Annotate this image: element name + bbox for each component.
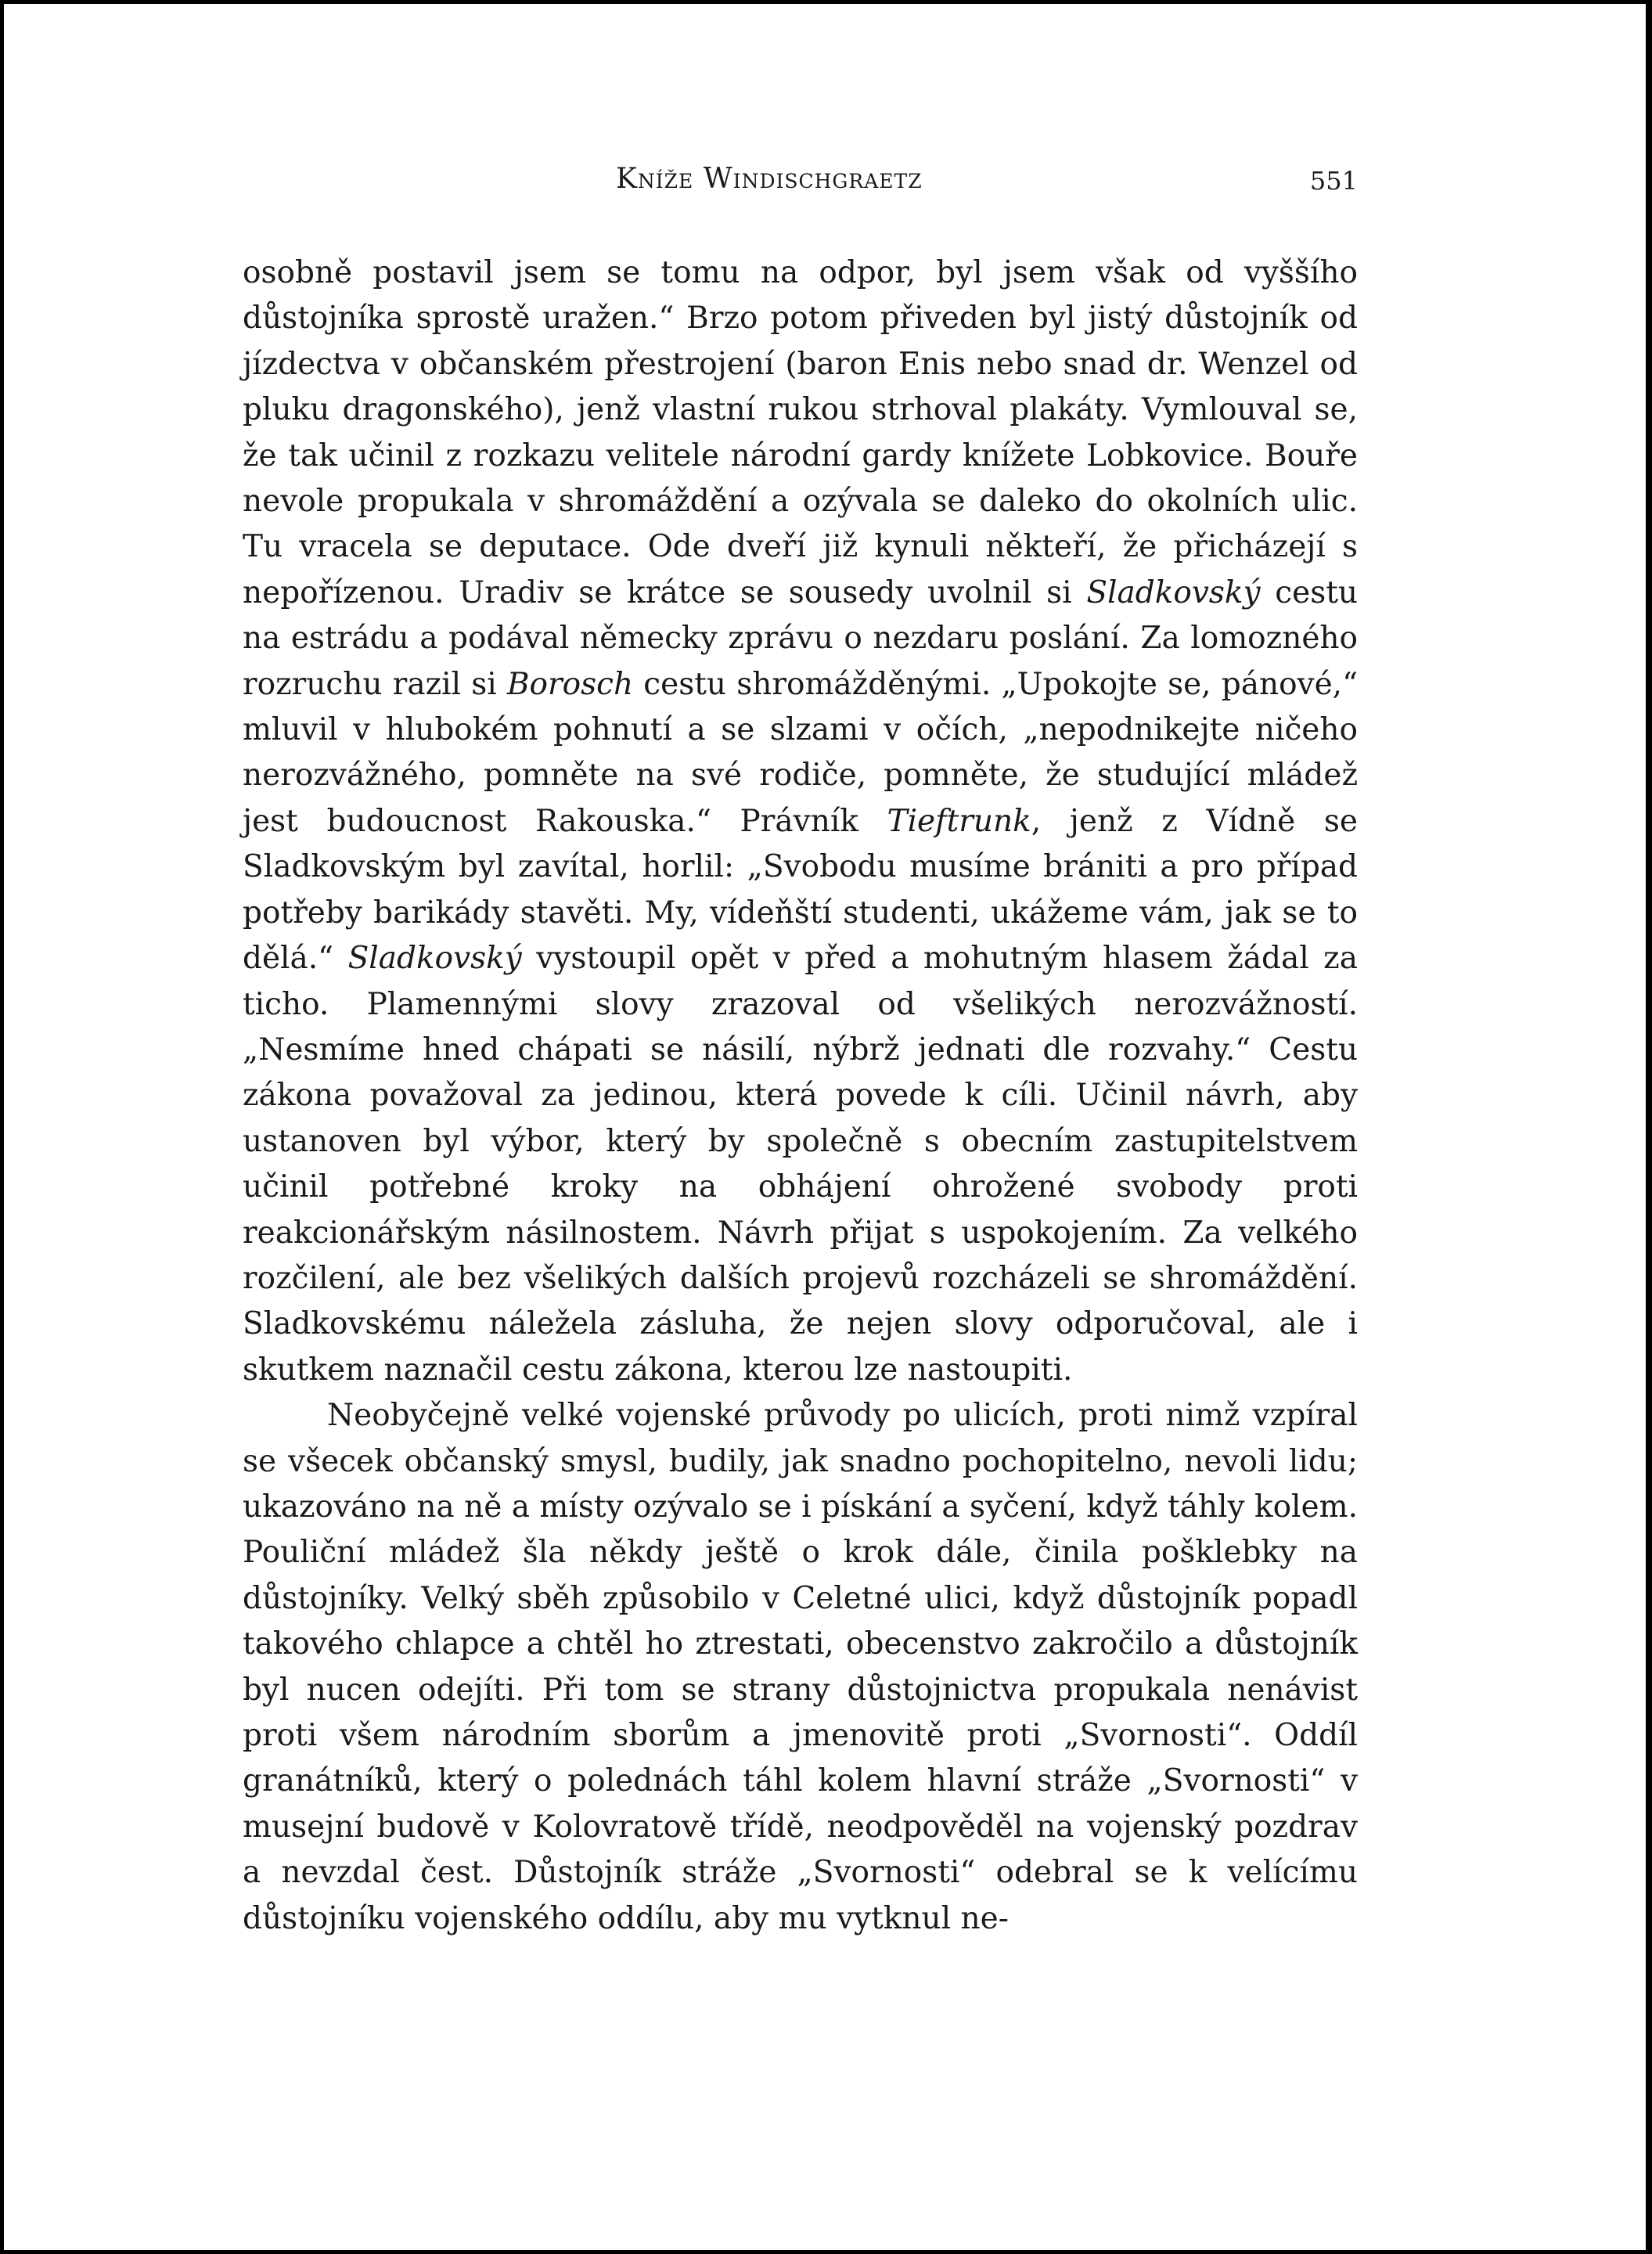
scan-border-right: [1646, 0, 1652, 2254]
text-run: , jenž z Vídně se Sladkovským byl zavítal, horlil: „Svobodu musíme brániti a pro případ potřeby barikády stavěti. My, vídeňští studenti, ukážeme vám, jak se to dělá.“: [243, 803, 1358, 977]
scan-border-bottom: [0, 2250, 1652, 2254]
scan-border-left: [0, 0, 4, 2254]
running-title: Kníže Windischgraetz: [616, 163, 923, 195]
text-run: vystoupil opět v před a mohutným hlasem žádal za ticho. Plamennými slovy zrazoval od všelikých nerozvážností. „Nesmíme hned chápati se násilí, nýbrž jednati dle rozvahy.“ Cestu zákona považoval za jedinou, která povede k cíli. Učinil návrh, aby ustanoven byl výbor, který by společně s obecním zastupitelstvem učinil potřebné kroky na obhájení ohrožené svobody proti reakcionářským násilnostem. Návrh přijat s uspokojením. Za velkého rozčilení, ale bez všelikých dalších projevů rozcházeli se shromáždění. Sladkovskému náležela zásluha, že nejen slovy odporučoval, ale i skutkem naznačil cestu zákona, kterou lze nastoupiti.: [243, 941, 1358, 1388]
text-run: cestu na estrádu a podával německy zprávu o nezdaru poslání. Za lomozného rozruchu razil si: [243, 574, 1359, 702]
person-name: Tieftrunk: [887, 803, 1031, 839]
page-number: 551: [1309, 166, 1358, 196]
paragraph: [243, 1393, 1358, 1942]
page-header: [243, 163, 1358, 202]
text-run: cestu shromážděnými. „Upokojte se, pánové,“ mluvil v hlubokém pohnutí a se slzami v očích, „nepodnikejte ničeho nerozvážného, pomněte na své rodiče, pomněte, že studující mládež jest budoucnost Rakouska.“ Právník: [243, 666, 1359, 839]
paragraph: [243, 250, 1358, 1393]
text-run: Neobyčejně velké vojenské průvody po ulicích, proti nimž vzpíral se všecek občanský smysl, budily, jak snadno pochopitelno, nevoli lidu; ukazováno na ně a místy ozývalo se i pískání a syčení, když táhly kolem. Pouliční mládež šla někdy ještě o krok dále, činila pošklebky na důstojníky. Velký sběh způsobilo v Celetné ulici, když důstojník popadl takového chlapce a chtěl ho ztrestati, obecenstvo zakročilo a důstojník byl nucen odejíti. Při tom se strany důstojnictva propukala nenávist proti všem národním sborům a jmenovitě proti „Svornosti“. Oddíl granátníků, který o polednách táhl kolem hlavní stráže „Svornosti“ v musejní budově v Kolovratově třídě, neodpověděl na vojenský pozdrav a nevzdal čest. Důstojník stráže „Svornosti“ odebral se k velícímu důstojníku vojenského oddílu, aby mu vytknul ne-: [243, 1398, 1358, 1936]
body-text: [243, 250, 1358, 1942]
scan-border-top: [0, 0, 1652, 4]
text-run: osobně postavil jsem se tomu na odpor, byl jsem však od vyššího důstojníka sprostě uražen.“ Brzo potom přiveden byl jistý důstojník od jízdectva v občanském přestrojení (baron Enis nebo snad dr. Wenzel od pluku dragonského), jenž vlastní rukou strhoval plakáty. Vymlouval se, že tak učinil z rozkazu velitele národní gardy knížete Lobkovice. Bouře nevole propukala v shromáždění a ozývala se daleko do okolních ulic. Tu vracela se deputace. Ode dveří již kynuli někteří, že přicházejí s nepořízenou. Uradiv se krátce se sousedy uvolnil si: [243, 255, 1358, 610]
person-name: Borosch: [506, 666, 634, 702]
person-name: Sladkovský: [347, 941, 522, 977]
person-name: Sladkovský: [1086, 574, 1261, 610]
